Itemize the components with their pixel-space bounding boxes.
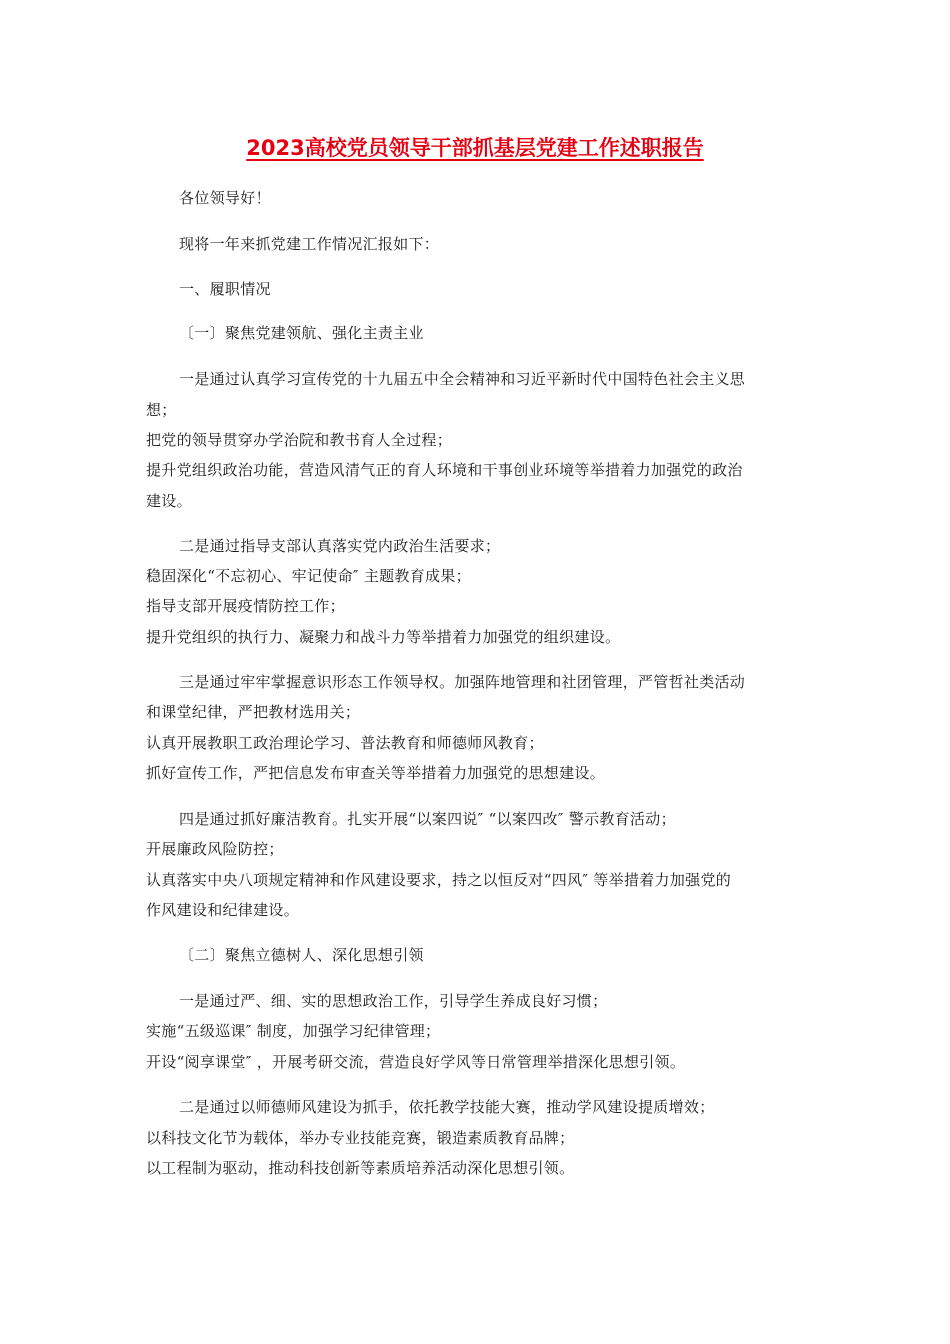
text-line: 指导支部开展疫情防控工作； — [146, 597, 345, 615]
text-line: 实施“五级巡课″ 制度，加强学习纪律管理； — [146, 1022, 441, 1040]
text-line: 建设。 — [146, 492, 192, 510]
text-line: 开展廉政风险防控； — [146, 840, 284, 858]
text-line: 〔二〕聚焦立德树人、深化思想引领 — [179, 946, 424, 964]
text-line: 抓好宣传工作，严把信息发布审查关等举措着力加强党的思想建设。 — [146, 764, 606, 782]
text-line: 把党的领导贯穿办学治院和教书育人全过程； — [146, 431, 453, 449]
text-line: 各位领导好！ — [179, 189, 271, 207]
text-line: 一、履职情况 — [179, 280, 271, 298]
text-line: 二是通过以师德师风建设为抓手，依托教学技能大赛，推动学风建设提质增效； — [179, 1098, 715, 1116]
text-line: 一是通过严、细、实的思想政治工作，引导学生养成良好习惯； — [179, 992, 608, 1010]
text-line: 以工程制为驱动，推动科技创新等素质培养活动深化思想引领。 — [146, 1159, 575, 1177]
text-line: 二是通过指导支部认真落实党内政治生活要求； — [179, 537, 501, 555]
text-line: 稳固深化“不忘初心、牢记使命″ 主题教育成果； — [146, 567, 471, 585]
text-line: 四是通过抓好廉洁教育。扎实开展“以案四说″ “以案四改″ 警示教育活动； — [179, 810, 676, 828]
text-line: 开设“阅享课堂″ ，开展考研交流，营造良好学风等日常管理举措深化思想引领。 — [146, 1053, 686, 1071]
text-line: 〔一〕聚焦党建领航、强化主责主业 — [179, 324, 424, 342]
text-line: 以科技文化节为载体，举办专业技能竞赛，锻造素质教育品牌； — [146, 1129, 575, 1147]
text-line: 提升党组织政治功能，营造风清气正的育人环境和干事创业环境等举措着力加强党的政治 — [146, 461, 743, 479]
text-line: 和课堂纪律，严把教材选用关； — [146, 703, 361, 721]
text-line: 认真落实中央八项规定精神和作风建设要求，持之以恒反对“四风″ 等举措着力加强党的 — [146, 871, 732, 889]
text-line: 作风建设和纪律建设。 — [146, 901, 300, 919]
text-line: 认真开展教职工政治理论学习、普法教育和师德师风教育； — [146, 734, 544, 752]
text-line: 一是通过认真学习宣传党的十九届五中全会精神和习近平新时代中国特色社会主义思 — [179, 370, 746, 388]
document-title: 2023高校党员领导干部抓基层党建工作述职报告 — [246, 136, 704, 160]
text-line: 现将一年来抓党建工作情况汇报如下： — [179, 235, 440, 253]
text-line: 想； — [146, 401, 177, 419]
text-line: 提升党组织的执行力、凝聚力和战斗力等举措着力加强党的组织建设。 — [146, 628, 621, 646]
text-line: 三是通过牢牢掌握意识形态工作领导权。加强阵地管理和社团管理，严管哲社类活动 — [179, 673, 746, 691]
